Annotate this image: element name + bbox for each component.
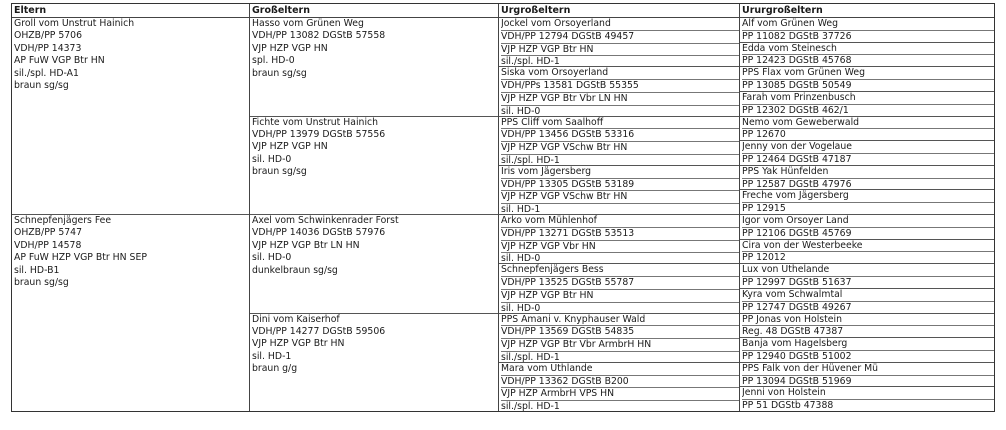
- dog-detail: VJP HZP VGP Btr HN: [501, 289, 739, 302]
- dog-detail: PP 12423 DGStB 45768: [742, 54, 994, 67]
- dog-name: Dini vom Kaiserhof: [252, 313, 340, 325]
- dog-detail: VJP HZP VGP VSchw Btr HN: [501, 190, 739, 203]
- great-grandparent-cell: [499, 166, 739, 215]
- header-eltern: Eltern: [12, 4, 249, 18]
- dog-detail: VDH/PP 14277 DGStB 59506: [252, 325, 386, 337]
- great-great-grandparent-cell: [740, 215, 994, 240]
- dog-name: Schnepfenjägers Bess: [501, 264, 604, 276]
- dog-detail: PP 12302 DGStB 462/1: [742, 104, 994, 117]
- dog-detail: AP FuW VGP Btr HN: [14, 55, 105, 67]
- great-grandparent-cell: [499, 67, 739, 116]
- dog-detail: VJP HZP VGP Btr Vbr LN HN: [501, 92, 739, 105]
- dog-detail: VJP HZP VGP HN: [252, 141, 328, 153]
- dog-detail: AP FuW HZP VGP Btr HN SEP: [14, 252, 147, 264]
- parent-cell: [12, 18, 249, 215]
- great-great-grandparent-cell: [740, 190, 994, 215]
- great-great-grandparent-cell: [740, 18, 994, 43]
- great-grandparent-cell: [499, 363, 739, 412]
- dog-name: Iris vom Jägersberg: [501, 165, 592, 177]
- dog-detail: VDH/PP 13305 DGStB 53189: [501, 178, 739, 191]
- great-great-grandparent-cell: [740, 166, 994, 191]
- dog-detail: braun sg/sg: [14, 277, 69, 289]
- dog-name: Alf vom Grünen Weg: [742, 18, 839, 29]
- great-great-grandparent-cell: [740, 240, 994, 265]
- dog-name: Igor vom Orsoyer Land: [742, 215, 849, 226]
- great-great-grandparent-cell: [740, 264, 994, 289]
- dog-name: PPS Amani v. Knyphauser Wald: [501, 313, 646, 325]
- dog-detail: VDH/PP 13979 DGStB 57556: [252, 128, 386, 140]
- dog-detail: VDH/PPs 13581 DGStB 55355: [501, 79, 739, 92]
- dog-detail: sil. HD-B1: [14, 264, 60, 276]
- dog-detail: ÖHZB/PP 5747: [14, 227, 83, 239]
- dog-detail: sil. HD-0: [252, 153, 292, 165]
- dog-detail: PP 51 DGStb 47388: [742, 399, 994, 412]
- dog-detail: VJP HZP ArmbrH VPS HN: [501, 387, 739, 400]
- dog-detail: PP 11082 DGStB 37726: [742, 30, 994, 43]
- dog-detail: sil. HD-0: [501, 302, 739, 314]
- grandparent-cell: [250, 18, 498, 117]
- dog-name: Jockel vom Orsoyerland: [501, 18, 611, 29]
- dog-detail: PP 12587 DGStB 47976: [742, 178, 994, 191]
- dog-detail: PP 13094 DGStB 51969: [742, 375, 994, 388]
- great-great-grandparent-cell: [740, 92, 994, 117]
- great-grandparent-cell: [499, 264, 739, 313]
- dog-detail: VJP HZP VGP Btr HN: [501, 43, 739, 56]
- great-great-grandparent-cell: [740, 363, 994, 388]
- dog-name: Freche vom Jägersberg: [742, 190, 849, 202]
- dog-detail: PP 12012: [742, 251, 994, 264]
- dog-detail: VDH/PP 13569 DGStB 54835: [501, 325, 739, 338]
- great-grandparent-cell: [499, 18, 739, 67]
- dog-detail: VDH/PP 13456 DGStB 53316: [501, 128, 739, 141]
- dog-detail: sil. HD-0: [252, 252, 292, 264]
- dog-detail: PP 12997 DGStB 51637: [742, 276, 994, 289]
- dog-detail: VDH/PP 14036 DGStB 57976: [252, 227, 386, 239]
- dog-name: Edda vom Steinesch: [742, 42, 837, 54]
- dog-detail: VJP HZP VGP Vbr HN: [501, 240, 739, 253]
- dog-detail: VDH/PP 13525 DGStB 55787: [501, 276, 739, 289]
- dog-name: PPS Yak Hünfelden: [742, 165, 829, 177]
- dog-detail: VJP HZP VGP Btr Vbr ArmbrH HN: [501, 338, 739, 351]
- dog-name: Mara vom Uthlande: [501, 362, 593, 374]
- dog-name: PPS Falk von der Hüvener Mü: [742, 362, 879, 374]
- dog-name: Lux von Uthelande: [742, 264, 830, 276]
- dog-name: Banja vom Hagelsberg: [742, 338, 848, 350]
- dog-detail: PP 12670: [742, 128, 994, 141]
- dog-detail: PP 12106 DGStB 45769: [742, 227, 994, 240]
- dog-name: Arko vom Mühlenhof: [501, 215, 597, 226]
- grandparent-cell: [250, 215, 498, 314]
- dog-name: Fichte vom Unstrut Hainich: [252, 116, 379, 128]
- dog-name: Groll vom Unstrut Hainich: [14, 18, 135, 29]
- dog-detail: sil. HD-0: [501, 252, 739, 264]
- dog-detail: sil./spl. HD-A1: [14, 67, 79, 79]
- dog-detail: braun g/g: [252, 363, 298, 375]
- dog-detail: PP 13085 DGStB 50549: [742, 79, 994, 92]
- parent-cell: [12, 215, 249, 412]
- dog-detail: braun sg/sg: [14, 80, 69, 92]
- dog-name: Kyra vom Schwalmtal: [742, 288, 843, 300]
- dog-detail: VJP HZP VGP Btr HN: [252, 338, 345, 350]
- dog-name: PPS Flax vom Grünen Weg: [742, 67, 866, 79]
- dog-detail: braun sg/sg: [252, 67, 307, 79]
- dog-detail: VDH/PP 14373: [14, 42, 82, 54]
- dog-detail: spl. HD-0: [252, 55, 295, 67]
- great-grandparent-cell: [499, 117, 739, 166]
- great-great-grandparent-cell: [740, 117, 994, 142]
- dog-detail: VDH/PP 13362 DGStB B200: [501, 375, 739, 388]
- dog-detail: VDH/PP 14578: [14, 239, 82, 251]
- dog-name: Farah vom Prinzenbusch: [742, 91, 856, 103]
- great-great-grandparent-cell: [740, 289, 994, 314]
- dog-detail: sil./spl. HD-1: [501, 55, 739, 67]
- dog-detail: VJP HZP VGP VSchw Btr HN: [501, 141, 739, 154]
- grandparent-cell: [250, 314, 498, 413]
- dog-detail: Reg. 48 DGStB 47387: [742, 325, 994, 338]
- header-grosseltern: Großeltern: [250, 4, 498, 18]
- dog-detail: braun sg/sg: [252, 166, 307, 178]
- dog-detail: VJP HZP VGP Btr LN HN: [252, 239, 360, 251]
- dog-detail: PP 12915: [742, 202, 994, 215]
- dog-detail: PP 12940 DGStB 51002: [742, 350, 994, 363]
- dog-detail: VDH/PP 13271 DGStB 53513: [501, 227, 739, 240]
- dog-name: PPS Cliff vom Saalhoff: [501, 116, 604, 128]
- dog-name: PP Jonas von Holstein: [742, 313, 842, 325]
- great-great-grandparent-cell: [740, 67, 994, 92]
- column-urgrosseltern: [498, 4, 739, 411]
- great-great-grandparent-cell: [740, 387, 994, 412]
- dog-detail: ÖHZB/PP 5706: [14, 30, 83, 42]
- great-great-grandparent-cell: [740, 141, 994, 166]
- great-grandparent-cell: [499, 314, 739, 363]
- grandparent-cell: [250, 117, 498, 216]
- dog-detail: VJP HZP VGP HN: [252, 42, 328, 54]
- dog-detail: sil. HD-0: [501, 105, 739, 117]
- dog-name: Cira von der Westerbeeke: [742, 239, 863, 251]
- great-great-grandparent-cell: [740, 314, 994, 339]
- header-urgrosseltern: Urgroßeltern: [499, 4, 739, 18]
- dog-name: Axel vom Schwinkenrader Forst: [252, 215, 399, 226]
- dog-name: Nemo vom Geweberwald: [742, 116, 860, 128]
- dog-name: Jenny von der Vogelaue: [742, 141, 852, 153]
- pedigree-table: [11, 3, 995, 412]
- dog-detail: VDH/PP 13082 DGStB 57558: [252, 30, 386, 42]
- dog-detail: dunkelbraun sg/sg: [252, 264, 338, 276]
- great-great-grandparent-cell: [740, 43, 994, 68]
- dog-detail: VDH/PP 12794 DGStB 49457: [501, 30, 739, 43]
- header-ururgrosseltern: Ururgroßeltern: [740, 4, 994, 18]
- dog-detail: sil. HD-1: [501, 203, 739, 215]
- dog-detail: sil. HD-1: [252, 350, 292, 362]
- column-eltern: [12, 4, 249, 411]
- dog-detail: sil./spl. HD-1: [501, 351, 739, 363]
- dog-name: Siska vom Orsoyerland: [501, 67, 609, 79]
- column-grosseltern: [249, 4, 498, 411]
- great-great-grandparent-cell: [740, 338, 994, 363]
- dog-detail: PP 12747 DGStB 49267: [742, 301, 994, 314]
- dog-name: Jenni von Holstein: [742, 387, 826, 399]
- great-grandparent-cell: [499, 215, 739, 264]
- dog-name: Hasso vom Grünen Weg: [252, 18, 364, 29]
- dog-name: Schnepfenjägers Fee: [14, 215, 112, 226]
- dog-detail: sil./spl. HD-1: [501, 154, 739, 166]
- dog-detail: PP 12464 DGStB 47187: [742, 153, 994, 166]
- column-ururgrosseltern: [739, 4, 994, 411]
- dog-detail: sil./spl. HD-1: [501, 400, 739, 412]
